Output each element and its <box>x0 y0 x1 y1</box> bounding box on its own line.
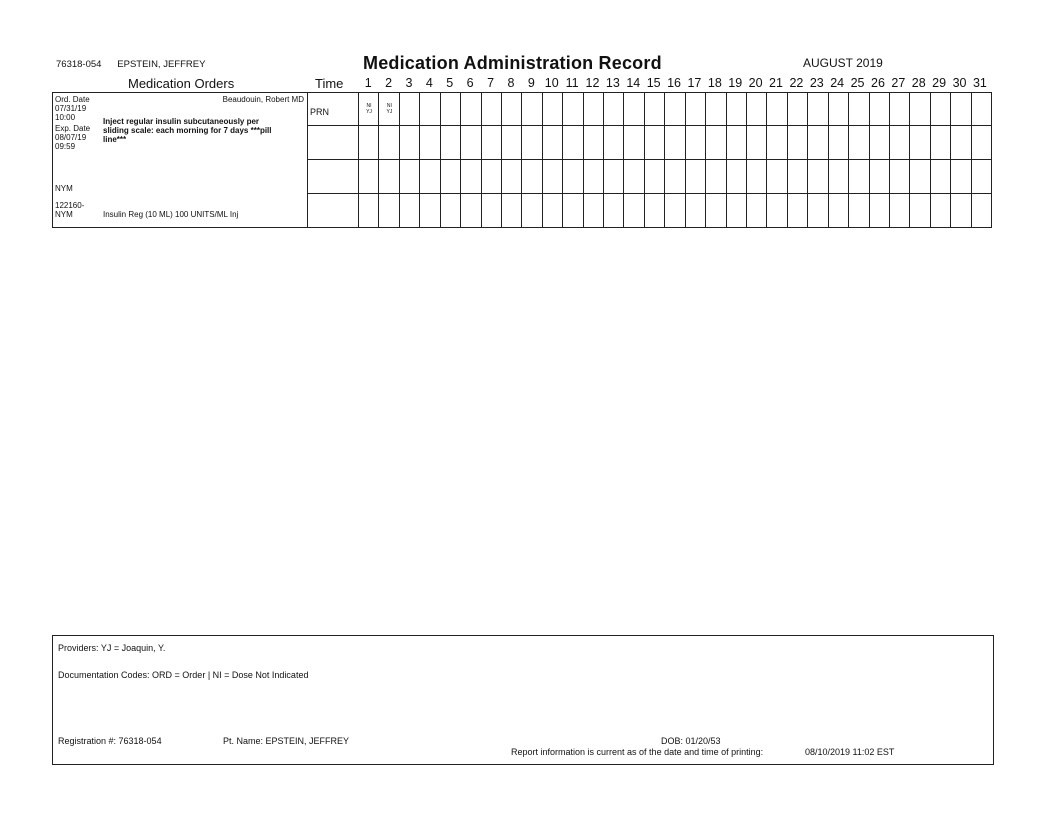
day-column <box>787 93 807 227</box>
day-column <box>378 93 398 227</box>
day-column <box>746 93 766 227</box>
day-header: 16 <box>667 76 681 90</box>
day-column <box>848 93 868 227</box>
time-column-header: Time <box>315 76 344 91</box>
administration-mark <box>381 103 397 115</box>
day-header: 5 <box>446 76 454 90</box>
day-column <box>869 93 889 227</box>
day-header: 25 <box>850 76 865 90</box>
time-cell <box>307 93 358 227</box>
day-header: 17 <box>687 76 702 90</box>
mark-code: NI <box>386 103 392 109</box>
print-timestamp: 08/10/2019 11:02 EST <box>805 747 895 757</box>
day-header: 23 <box>809 76 824 90</box>
ord-date: 07/31/19 <box>55 104 87 113</box>
day-column <box>521 93 541 227</box>
instruction-line3: line*** <box>103 135 127 144</box>
day-header: 28 <box>911 76 926 90</box>
providers-line: Providers: YJ = Joaquin, Y. <box>58 643 166 653</box>
date-of-birth: DOB: 01/20/53 <box>661 736 721 746</box>
footer-box <box>52 635 994 765</box>
day-header: 10 <box>544 76 559 90</box>
day-header: 4 <box>425 76 433 90</box>
day-header: 7 <box>487 76 495 90</box>
day-header: 30 <box>952 76 967 90</box>
month-label: AUGUST 2019 <box>803 56 883 70</box>
ord-time: 10:00 <box>55 113 76 122</box>
day-header: 1 <box>364 76 372 90</box>
day-column <box>726 93 746 227</box>
day-header: 12 <box>585 76 600 90</box>
rx-code-line2: NYM <box>55 210 73 219</box>
day-column <box>501 93 521 227</box>
day-column <box>828 93 848 227</box>
day-header: 27 <box>891 76 906 90</box>
day-header: 13 <box>605 76 620 90</box>
day-column <box>460 93 480 227</box>
instruction-line1: Inject regular insulin subcutaneously per <box>103 117 260 126</box>
page-title: Medication Administration Record <box>363 53 662 73</box>
day-column <box>603 93 623 227</box>
patient-id-number: 76318-054 <box>56 59 102 70</box>
mar-table <box>52 92 992 228</box>
day-header: 31 <box>972 76 987 90</box>
mark-initials: YJ <box>366 109 372 115</box>
patient-name: EPSTEIN, JEFFREY <box>117 59 206 70</box>
day-column <box>644 93 664 227</box>
day-header: 15 <box>646 76 661 90</box>
day-header: 21 <box>769 76 783 90</box>
day-column <box>583 93 603 227</box>
day-header: 6 <box>466 76 474 90</box>
day-header: 3 <box>405 76 413 90</box>
day-column <box>399 93 419 227</box>
day-column <box>766 93 786 227</box>
day-grid <box>358 93 991 227</box>
physician: Beaudouin, Robert MD <box>222 95 304 104</box>
exp-time: 09:59 <box>55 142 76 151</box>
documentation-codes: Documentation Codes: ORD = Order | NI = Dose Not Indicated <box>58 670 309 680</box>
instruction-line2: sliding scale: each morning for 7 days ***pill <box>103 126 272 135</box>
day-header: 18 <box>707 76 722 90</box>
day-header: 14 <box>626 76 641 90</box>
day-column <box>930 93 950 227</box>
time-value: PRN <box>310 107 330 117</box>
day-header: 2 <box>385 76 393 90</box>
day-column <box>623 93 643 227</box>
exp-date-label: Exp. Date <box>55 124 91 133</box>
day-header-row <box>358 76 990 92</box>
administration-mark <box>361 103 377 115</box>
day-header: 24 <box>830 76 845 90</box>
day-column <box>685 93 705 227</box>
registration-number: Registration #: 76318-054 <box>58 736 162 746</box>
ord-date-label: Ord. Date <box>55 95 90 104</box>
day-header: 26 <box>871 76 885 90</box>
mark-initials: YJ <box>386 109 393 115</box>
day-column <box>705 93 725 227</box>
day-column <box>664 93 684 227</box>
day-header: 20 <box>748 76 763 90</box>
day-column <box>358 93 378 227</box>
patient-id <box>56 59 205 70</box>
drug-name: Insulin Reg (10 ML) 100 UNITS/ML Inj <box>103 210 239 219</box>
day-header: 22 <box>789 76 804 90</box>
day-column <box>950 93 970 227</box>
day-header: 8 <box>507 76 515 90</box>
day-column <box>889 93 909 227</box>
mark-code: NI <box>366 103 372 109</box>
day-column <box>481 93 501 227</box>
day-header: 9 <box>527 76 535 90</box>
footer-patient-name: Pt. Name: EPSTEIN, JEFFREY <box>223 736 350 746</box>
day-column <box>562 93 582 227</box>
orders-column-header: Medication Orders <box>128 76 235 91</box>
day-column <box>419 93 439 227</box>
exp-date: 08/07/19 <box>55 133 87 142</box>
order-details <box>53 93 308 227</box>
rx-code-line1: 122160- <box>55 201 85 210</box>
day-header: 29 <box>932 76 947 90</box>
day-column <box>909 93 929 227</box>
report-info: Report information is current as of the date and time of printing: <box>511 747 764 757</box>
day-column <box>542 93 562 227</box>
day-column <box>807 93 827 227</box>
location: NYM <box>55 184 73 193</box>
day-column <box>971 93 991 227</box>
day-header: 11 <box>565 76 579 90</box>
day-header: 19 <box>728 76 743 90</box>
day-column <box>440 93 460 227</box>
